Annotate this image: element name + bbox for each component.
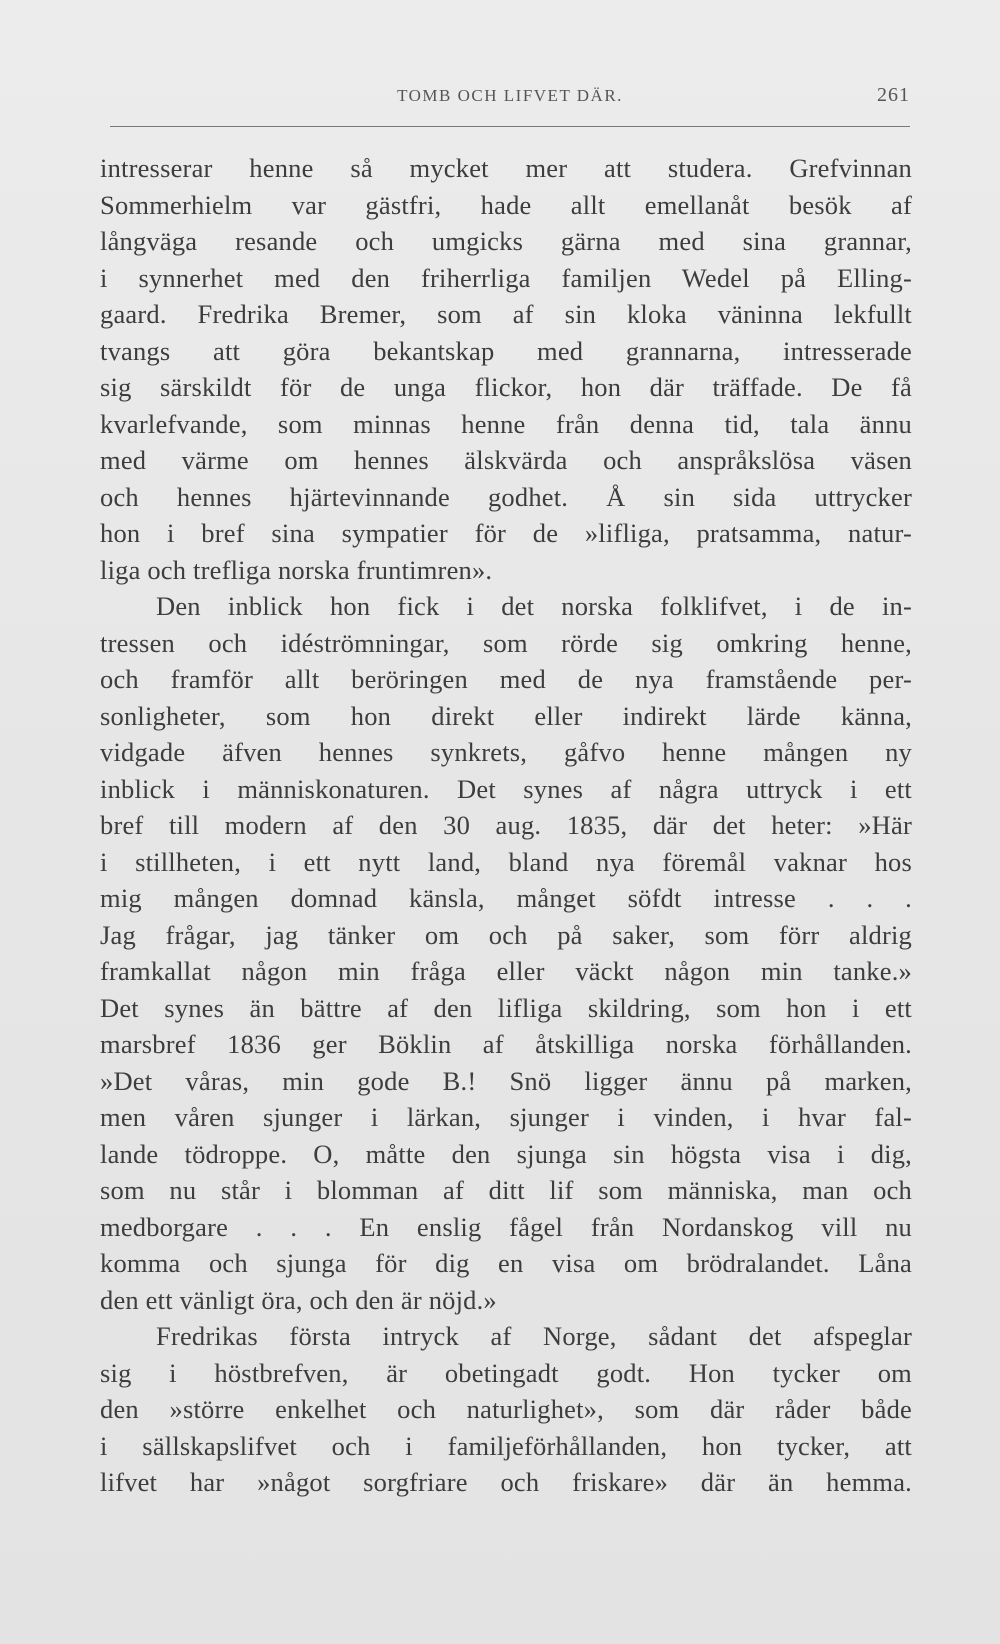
text-line: lande tödroppe. O, måtte den sjunga sin högsta visa i dig, bbox=[100, 1138, 912, 1169]
text-line: men våren sjunger i lärkan, sjunger i vinden, i hvar fal- bbox=[100, 1102, 912, 1132]
paragraph-start-line: Den inblick hon fick i det norska folklifvet, i de in- bbox=[156, 591, 912, 621]
paragraph-end-line: liga och trefliga norska fruntimren». bbox=[100, 554, 493, 585]
text-line: mig mången domnad känsla, månget söfdt intresse . . . bbox=[100, 883, 912, 913]
text-line: med värme om hennes älskvärda och anspråkslösa väsen bbox=[100, 445, 912, 475]
running-head bbox=[110, 86, 910, 114]
running-title: TOMB OCH LIFVET DÄR. bbox=[397, 86, 623, 105]
paragraph-end-line: den ett vänligt öra, och den är nöjd.» bbox=[100, 1284, 497, 1315]
text-line: tressen och idéströmningar, som rörde sig omkring henne, bbox=[100, 627, 912, 658]
text-line: Det synes än bättre af den lifliga skildring, som hon i ett bbox=[100, 992, 912, 1023]
text-line: tvangs att göra bekantskap med grannarna, intresserade bbox=[100, 335, 912, 366]
text-line: intresserar henne så mycket mer att studera. Grefvinnan bbox=[100, 153, 912, 183]
text-line: inblick i människonaturen. Det synes af några uttryck i ett bbox=[100, 773, 912, 804]
text-line: bref till modern af den 30 aug. 1835, där det heter: »Här bbox=[100, 810, 912, 840]
text-line: sonligheter, som hon direkt eller indirekt lärde känna, bbox=[100, 700, 912, 731]
text-line: i sällskapslifvet och i familjeförhållanden, hon tycker, att bbox=[100, 1430, 912, 1461]
paragraph-start-line: Fredrikas första intryck af Norge, sådant det afspeglar bbox=[156, 1321, 912, 1351]
text-line: marsbref 1836 ger Böklin af åtskilliga norska förhållanden. bbox=[100, 1029, 912, 1059]
text-line: vidgade äfven hennes synkrets, gåfvo henne mången ny bbox=[100, 737, 912, 767]
text-line: komma och sjunga för dig en visa om brödralandet. Låna bbox=[100, 1248, 912, 1278]
text-line: hon i bref sina sympatier för de »lifliga, pratsamma, natur- bbox=[100, 518, 912, 548]
text-line: lifvet har »något sorgfriare och friskare» där än hemma. bbox=[100, 1467, 912, 1497]
text-line: den »större enkelhet och naturlighet», som där råder både bbox=[100, 1394, 912, 1424]
text-line: långväga resande och umgicks gärna med sina grannar, bbox=[100, 226, 912, 256]
page-number: 261 bbox=[877, 84, 910, 106]
text-line: i stillheten, i ett nytt land, bland nya föremål vaknar hos bbox=[100, 846, 912, 877]
text-line: framkallat någon min fråga eller väckt någon min tanke.» bbox=[100, 956, 912, 986]
text-line: kvarlefvande, som minnas henne från denna tid, tala ännu bbox=[100, 408, 912, 439]
text-line: som nu står i blomman af ditt lif som människa, man och bbox=[100, 1175, 912, 1205]
text-line: sig i höstbrefven, är obetingadt godt. Hon tycker om bbox=[100, 1357, 912, 1388]
body-text bbox=[100, 150, 912, 1501]
header-rule bbox=[110, 126, 910, 127]
text-line: sig särskildt för de unga flickor, hon där träffade. De få bbox=[100, 372, 912, 402]
text-line: Sommerhielm var gästfri, hade allt emellanåt besök af bbox=[100, 189, 912, 220]
text-line: och hennes hjärtevinnande godhet. Å sin sida uttrycker bbox=[100, 481, 912, 512]
text-line: och framför allt beröringen med de nya framstående per- bbox=[100, 664, 912, 694]
text-line: medborgare . . . En enslig fågel från Nordanskog vill nu bbox=[100, 1211, 912, 1242]
text-line: »Det våras, min gode B.! Snö ligger ännu på marken, bbox=[100, 1065, 912, 1096]
text-line: gaard. Fredrika Bremer, som af sin kloka väninna lekfullt bbox=[100, 299, 912, 329]
text-line: i synnerhet med den friherrliga familjen Wedel på Elling- bbox=[100, 262, 912, 293]
text-line: Jag frågar, jag tänker om och på saker, som förr aldrig bbox=[100, 919, 912, 950]
